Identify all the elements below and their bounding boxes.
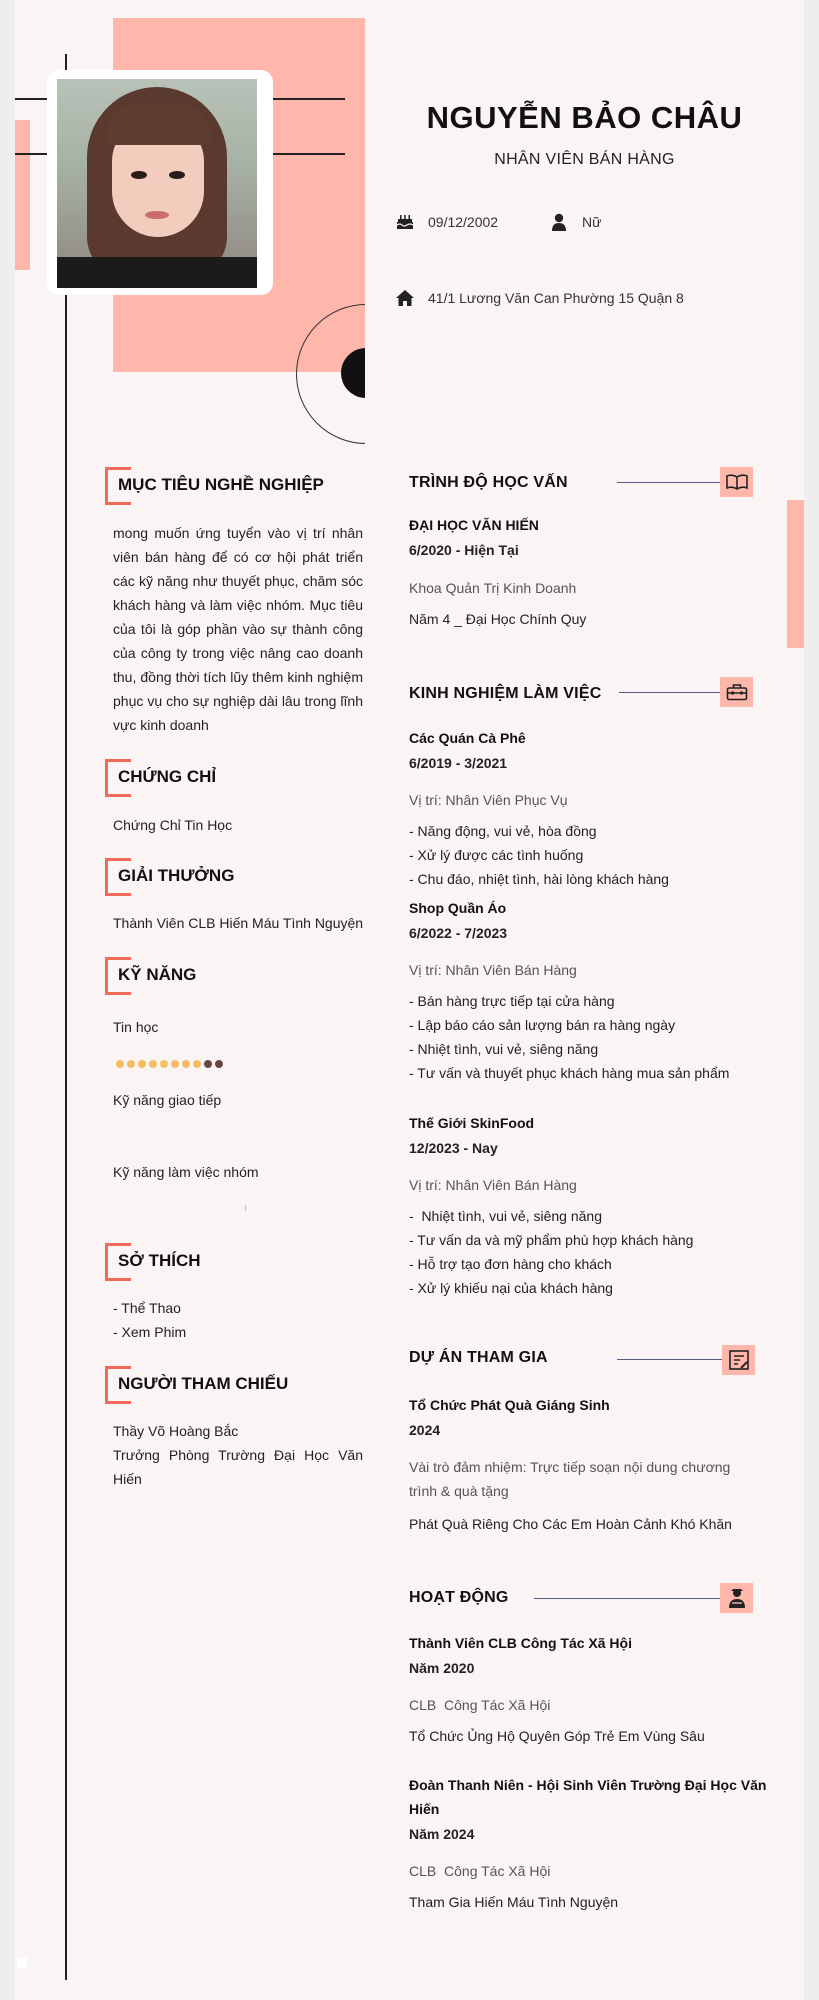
avatar — [57, 79, 257, 288]
awards-heading: GIẢI THƯỞNG — [118, 866, 235, 885]
objective-line: viên bán hàng để có cơ hội phát triển — [113, 549, 363, 565]
job-company: Thế Giới SkinFood — [409, 1115, 535, 1131]
birthday-value: 09/12/2002 — [428, 214, 499, 230]
book-icon — [720, 467, 753, 497]
hobby-list — [113, 1296, 186, 1344]
cake-icon — [394, 212, 416, 232]
job-date: 6/2022 - 7/2023 — [409, 925, 508, 941]
education-date: 6/2020 - Hiện Tại — [409, 542, 519, 558]
hobbies-heading: SỞ THÍCH — [118, 1251, 201, 1270]
hobby-item: - Xem Phim — [113, 1324, 187, 1340]
objective-line: phục vụ cho sự nghiệp dài lâu trong lĩnh — [113, 693, 363, 709]
reference-title: Hiến — [113, 1471, 142, 1487]
person-icon — [548, 212, 570, 232]
page-marker — [17, 1958, 27, 1968]
job-position: Vị trí: Nhân Viên Bán Hàng — [409, 962, 577, 978]
heading-line — [534, 1598, 736, 1599]
heading-line — [617, 482, 735, 483]
activity-desc: Tham Gia Hiến Máu Tình Nguyện — [409, 1894, 619, 1910]
job-duty: - Xử lý được các tình huống — [409, 847, 584, 863]
job-position: Vị trí: Nhân Viên Phục Vụ — [409, 792, 568, 808]
rating-dot-empty — [215, 1060, 223, 1068]
hobby-item: - Thể Thao — [113, 1300, 181, 1316]
skill-item: Kỹ năng làm việc nhóm — [113, 1164, 259, 1180]
rating-dot-empty — [204, 1060, 212, 1068]
rating-marker — [245, 1205, 246, 1211]
candidate-role: NHÂN VIÊN BÁN HÀNG — [494, 151, 675, 168]
project-role: trình & quà tặng — [409, 1483, 509, 1499]
resume-page — [15, 0, 804, 2000]
rating-dot-filled — [116, 1060, 124, 1068]
skill-rating — [116, 1060, 223, 1068]
activity-year: Năm 2020 — [409, 1660, 475, 1676]
address-value: 41/1 Lương Văn Can Phường 15 Quận 8 — [428, 290, 684, 306]
projects-heading: DỰ ÁN THAM GIA — [409, 1349, 548, 1366]
rating-dot-filled — [160, 1060, 168, 1068]
education-major: Khoa Quản Trị Kinh Doanh — [409, 580, 577, 596]
reference-heading: NGƯỜI THAM CHIẾU — [118, 1374, 289, 1393]
briefcase-icon — [720, 677, 753, 707]
education-school: ĐẠI HỌC VĂN HIẾN — [409, 517, 539, 533]
job-duty: - Nhiệt tình, vui vẻ, siêng năng — [409, 1041, 599, 1057]
certificates-heading: CHỨNG CHỈ — [118, 767, 217, 786]
rating-dot-filled — [171, 1060, 179, 1068]
job-date: 6/2019 - 3/2021 — [409, 755, 508, 771]
job-duty: - Xử lý khiếu nại của khách hàng — [409, 1280, 613, 1296]
job-duty: - Chu đáo, nhiệt tình, hài lòng khách hàng — [409, 871, 669, 887]
activity-org: CLB Công Tác Xã Hội — [409, 1697, 551, 1713]
project-desc: Phát Quà Riêng Cho Các Em Hoàn Cảnh Khó Khăn — [409, 1516, 732, 1532]
experience-heading: KINH NGHIỆM LÀM VIỆC — [409, 685, 602, 702]
rating-dot-filled — [138, 1060, 146, 1068]
birthday-row — [394, 212, 498, 232]
reference-text — [113, 1419, 363, 1491]
heading-line — [619, 692, 735, 693]
objective-line: của công ty trong việc nâng cao doanh — [113, 645, 363, 661]
timeline-line — [65, 54, 67, 1980]
job-date: 12/2023 - Nay — [409, 1140, 498, 1156]
job-duty: - Tư vấn da và mỹ phẩm phù hợp khách hàng — [409, 1232, 694, 1248]
objective-line: khách hàng và làm việc nhóm. Mục tiêu — [113, 597, 363, 613]
activity-name: Thành Viên CLB Công Tác Xã Hội — [409, 1635, 632, 1651]
objective-line: của tôi là góp phần vào sự thành công — [113, 621, 363, 637]
objective-line: các kỹ năng như thuyết phục, chăm sóc — [113, 573, 363, 589]
activity-name: Đoàn Thanh Niên - Hội Sinh Viên Trường Đại Học Văn — [409, 1777, 767, 1793]
activity-desc: Tổ Chức Ủng Hộ Quyên Góp Trẻ Em Vùng Sâu — [409, 1728, 705, 1744]
skill-item: Kỹ năng giao tiếp — [113, 1092, 222, 1108]
education-heading: TRÌNH ĐỘ HỌC VẤN — [409, 474, 568, 491]
certificate-item: Chứng Chỉ Tin Học — [113, 817, 233, 833]
activity-org: CLB Công Tác Xã Hội — [409, 1863, 551, 1879]
rating-dot-filled — [127, 1060, 135, 1068]
project-icon — [722, 1345, 755, 1375]
objective-heading: MỤC TIÊU NGHỀ NGHIỆP — [118, 475, 324, 494]
job-duty: - Tư vấn và thuyết phục khách hàng mua sản phẩm — [409, 1065, 730, 1081]
job-company: Các Quán Cà Phê — [409, 730, 526, 746]
left-accent-strip — [15, 120, 30, 270]
activity-year: Năm 2024 — [409, 1826, 475, 1842]
objective-line: mong muốn ứng tuyển vào vị trí nhân — [113, 525, 363, 541]
activity-icon — [720, 1583, 753, 1613]
heading-line — [617, 1359, 737, 1360]
candidate-name: NGUYỄN BẢO CHÂU — [426, 100, 743, 135]
objective-line: vực kinh doanh — [113, 717, 209, 733]
rating-dot-filled — [149, 1060, 157, 1068]
activity-name: Hiến — [409, 1801, 440, 1817]
objective-text — [113, 521, 363, 737]
project-role: Vài trò đảm nhiệm: Trực tiếp soạn nội dung chương — [409, 1459, 731, 1475]
rating-dot-filled — [193, 1060, 201, 1068]
education-note: Năm 4 _ Đại Học Chính Quy — [409, 611, 587, 627]
job-duty: - Hỗ trợ tạo đơn hàng cho khách — [409, 1256, 612, 1272]
skills-heading: KỸ NĂNG — [118, 965, 197, 984]
objective-line: thu, đồng thời tích lũy thêm kinh nghiệm — [113, 669, 363, 685]
home-icon — [394, 288, 416, 308]
activities-heading: HOẠT ĐỘNG — [409, 1589, 509, 1606]
avatar-frame — [47, 70, 273, 295]
reference-title: Trưởng Phòng Trường Đại Học Văn — [113, 1447, 363, 1463]
right-accent-strip — [787, 500, 804, 648]
job-company: Shop Quần Áo — [409, 900, 507, 916]
job-duty: - Lập báo cáo sản lượng bán ra hàng ngày — [409, 1017, 676, 1033]
project-name: Tổ Chức Phát Quà Giáng Sinh — [409, 1397, 610, 1413]
gender-row — [548, 212, 601, 232]
job-position: Vị trí: Nhân Viên Bán Hàng — [409, 1177, 577, 1193]
job-duty: - Năng động, vui vẻ, hòa đồng — [409, 823, 597, 839]
job-duty: - Bán hàng trực tiếp tại cửa hàng — [409, 993, 615, 1009]
reference-name: Thầy Võ Hoàng Bắc — [113, 1423, 239, 1439]
project-year: 2024 — [409, 1422, 441, 1438]
award-item: Thành Viên CLB Hiến Máu Tình Nguyện — [113, 915, 364, 931]
skill-item: Tin học — [113, 1019, 159, 1035]
job-duty: - Nhiệt tình, vui vẻ, siêng năng — [409, 1208, 602, 1224]
rating-dot-filled — [182, 1060, 190, 1068]
gender-value: Nữ — [582, 214, 602, 230]
address-row — [394, 288, 684, 308]
